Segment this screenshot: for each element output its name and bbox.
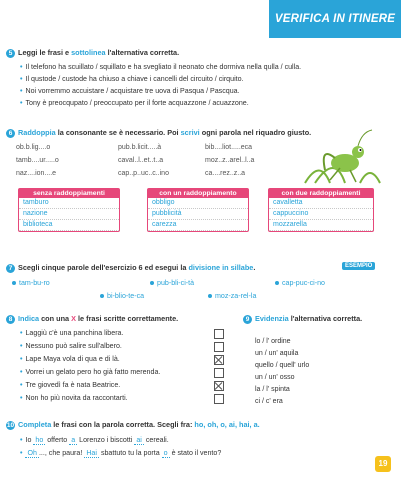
box-one-double: con un raddoppiamento obbligo pubblicità carezza	[147, 188, 249, 232]
exercise-number: 8	[6, 315, 15, 324]
exercise-5-line: • Tony è preocqupato / preoccupato per il forte acquazzone / acuazzone.	[20, 99, 249, 107]
exercise-9-line: un / un' aquila	[255, 350, 299, 357]
answer-blank[interactable]: o	[163, 449, 168, 457]
exercise-number: 7	[6, 264, 15, 273]
exercise-5-line: • Noi vorremmo accuistare / acquistare tre uova di Pasqua / Pascqua.	[20, 87, 240, 95]
example-badge: ESEMPIO	[342, 262, 375, 270]
exercise-9-line: la / l' spinta	[255, 386, 290, 393]
exercise-5-title: 5 Leggi le frasi e sottolinea l'alternativa corretta.	[6, 48, 179, 58]
box-no-double: senza raddoppiamenti tamburo nazione biblioteca	[18, 188, 120, 232]
exercise-9-line: lo / l' ordine	[255, 338, 291, 345]
page-number: 19	[375, 456, 391, 472]
exercise-6-title: 6 Raddoppia la consonante se è necessario. Poi scrivi ogni parola nel riquadro giusto.	[6, 128, 311, 138]
answer-blank[interactable]: Oh	[27, 449, 37, 457]
exercise-8-line: • Nessuno può salire sull'albero.	[20, 342, 122, 350]
word-cell: naz....ion....e	[16, 170, 57, 177]
exercise-number: 9	[243, 315, 252, 324]
word-cell: ob.b.lig....o	[16, 144, 51, 151]
section-banner: VERIFICA IN ITINERE	[269, 0, 401, 38]
answer-blank[interactable]: ai	[136, 436, 142, 444]
answer-checkbox[interactable]	[214, 381, 224, 391]
word-cell: moz..z..arel..l..a	[205, 157, 255, 164]
exercise-9-line: ci / c' era	[255, 398, 283, 405]
word-cell: cap..p..uc..c..ino	[118, 170, 169, 177]
answer-checkbox[interactable]	[214, 355, 224, 365]
exercise-10-line: • Oh ..., che paura! Hai sbattuto tu la porta o è stato il vento?	[20, 449, 222, 457]
exercise-8-line: • Lape Maya vola di qua e di là.	[20, 355, 120, 363]
exercise-7-title: 7 Scegli cinque parole dell'esercizio 6 ed esegui la divisione in sillabe.	[6, 263, 255, 273]
syllable-item: tam-bu-ro	[12, 279, 50, 287]
exercise-number: 10	[6, 421, 15, 429]
exercise-number: 5	[6, 49, 15, 58]
syllable-item: pub-bli-ci-tà	[150, 279, 194, 287]
word-cell: pub.b.licit.....à	[118, 144, 162, 151]
exercise-9-line: quello / quell' urlo	[255, 362, 310, 369]
exercise-9-title: 9 Evidenzia l'alternativa corretta.	[243, 314, 393, 324]
answer-checkbox[interactable]	[214, 342, 224, 352]
answer-blank[interactable]: a	[71, 436, 76, 444]
exercise-8-line: • Non ho più novita da raccontarti.	[20, 394, 128, 402]
answer-checkbox[interactable]	[214, 329, 224, 339]
exercise-5-line: • Il telefono ha scuillato / squillato e ha svegliato il neonato che dormiva nella qulla / culla.	[20, 63, 302, 71]
syllable-item: moz-za-rel-la	[208, 292, 256, 300]
exercise-number: 6	[6, 129, 15, 138]
exercise-8-line: • Vorrei un gelato pero ho già fatto merenda.	[20, 368, 161, 376]
word-cell: ca....rez..z..a	[205, 170, 246, 177]
word-cell: bib....liot.....eca	[205, 144, 253, 151]
box-two-double: con due raddoppiamenti cavalletta cappuccino mozzarella	[268, 188, 374, 232]
answer-checkbox[interactable]	[214, 368, 224, 378]
exercise-9-line: un / un' osso	[255, 374, 295, 381]
word-cell: caval..l..et..t..a	[118, 157, 164, 164]
answer-blank[interactable]: Hai	[86, 449, 97, 457]
exercise-8-line: • Laggiù c'è una panchina libera.	[20, 329, 124, 337]
exercise-10-title: 10 Completa le frasi con la parola corretta. Scegli fra: ho, oh, o, ai, hai, a.	[6, 420, 260, 429]
syllable-item: cap-puc-ci-no	[275, 279, 325, 287]
exercise-8-title: 8 Indica con una X le frasi scritte correttamente.	[6, 314, 178, 324]
grasshopper-illustration	[300, 128, 390, 188]
syllable-item: bi-blio-te-ca	[100, 292, 144, 300]
exercise-8-line: • Tre giovedì fa è nata Beatrice.	[20, 381, 121, 389]
exercise-5-line: • Il qustode / custode ha chiuso a chiave i cancelli del circuito / cirquito.	[20, 75, 244, 83]
answer-blank[interactable]: ho	[35, 436, 44, 444]
word-cell: tamb....ur.....o	[16, 157, 59, 164]
answer-checkbox[interactable]	[214, 394, 224, 404]
exercise-10-line: • Io ho offerto a Lorenzo i biscotti ai cereali.	[20, 436, 169, 444]
